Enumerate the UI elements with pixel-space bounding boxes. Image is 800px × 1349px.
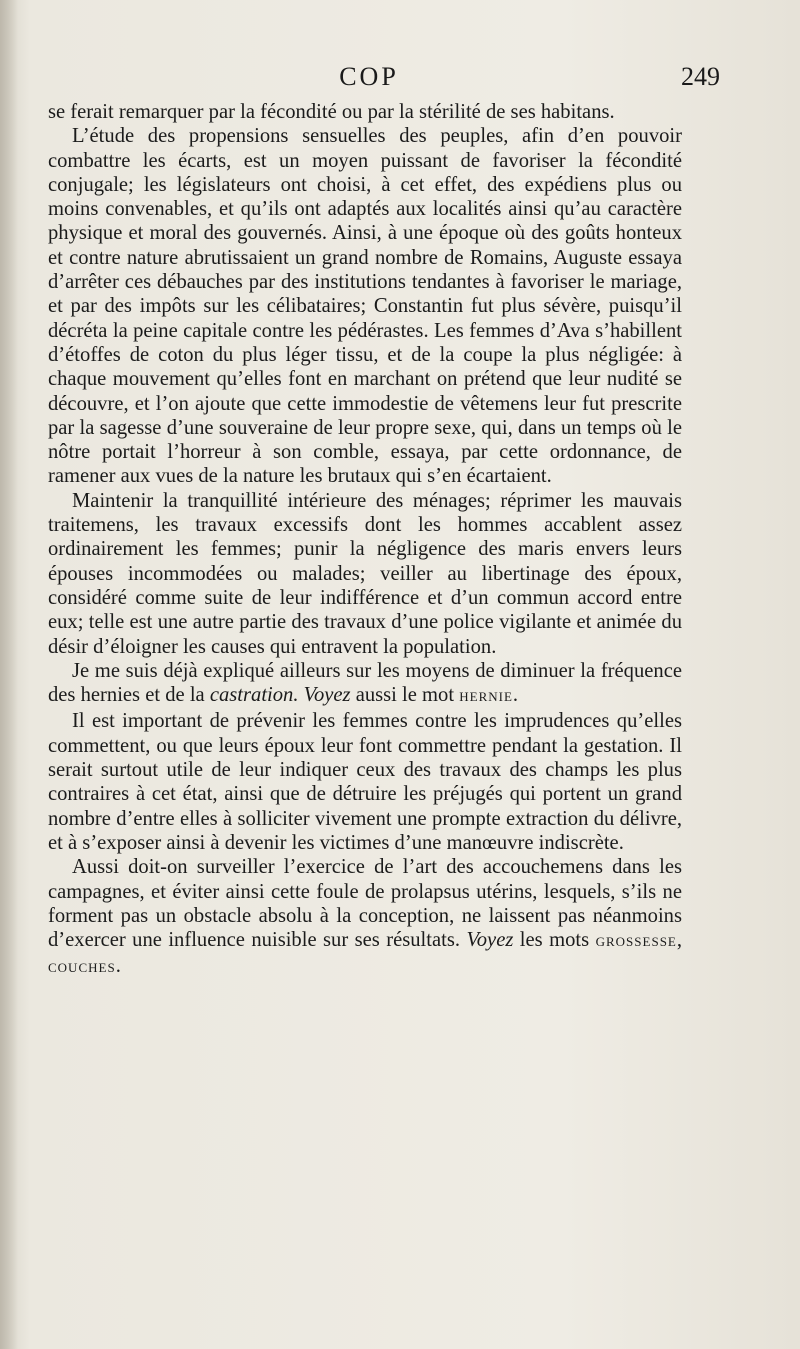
cross-reference-hernie: HERNIE bbox=[459, 689, 513, 705]
running-head: COP bbox=[339, 62, 399, 91]
body-text bbox=[48, 100, 682, 981]
paragraph-4-text-b: aussi le mot bbox=[350, 684, 460, 707]
paragraph-4-text-a: Je me suis déjà expliqué ailleurs sur les moyens de diminuer la fréquence des hernies et de la bbox=[48, 659, 682, 707]
paragraph-1: se ferait remarquer par la fécondité ou par la stérilité de ses habitans. bbox=[48, 101, 615, 123]
page-number: 249 bbox=[681, 62, 720, 91]
paragraph-4 bbox=[48, 659, 682, 710]
paragraph-6-italic: Voyez bbox=[466, 929, 514, 952]
paragraph-2: L’étude des propensions sensuelles des peuples, afin d’en pouvoir combattre les écarts, est un moyen puissant de favoriser la fécondité conjugale; les législateurs ont choisi, à cet effet, des expédiens plus ou moins convenables, et qu’ils ont adaptés aux localités ainsi qu’au caractère physique et moral des gouvernés. Ainsi, à une époque où des goûts honteux et contre nature abrutissaient un grand nombre de Romains, Auguste essaya d’arrêter ces débauches par des institutions tendantes à favoriser le mariage, et par des impôts sur les célibataires; Constantin fut plus sévère, puisqu’il décréta la peine capitale contre les pédérastes. Les femmes d’Ava s’habillent d’étoffes de coton du plus léger tissu, et de la coupe la plus négligée: à chaque mouvement qu’elles font en marchant on prétend que leur nudité se découvre, et l’on ajoute que cette immodestie de vêtemens leur fut prescrite par la sagesse d’une souveraine de leur propre sexe, qui, dans un temps où le nôtre portait l’horreur à son comble, essaya, par cette ordonnance, de ramener aux vues de la nature les brutaux qui s’en écartaient. bbox=[48, 125, 682, 488]
cross-reference-couches: COUCHES bbox=[48, 960, 116, 976]
cross-reference-grossesse: GROSSESSE bbox=[595, 934, 677, 950]
paragraph-3: Maintenir la tranquillité intérieure des ménages; réprimer les mauvais traitemens, les travaux excessifs dont les hommes accablent assez ordinairement les femmes; punir la négligence des maris envers leurs épouses incommodées ou malades; veiller au libertinage des époux, considéré comme suite de leur indifférence et d’un commun accord entre eux; telle est une autre partie des travaux d’une police vigilante et animée du désir d’éloigner les causes qui entravent la population. bbox=[48, 489, 682, 658]
paragraph-6-text-a: Aussi doit-on surveiller l’exercice de l’art des accouchemens dans les campagnes, et éviter ainsi cette foule de prolapsus utérins, lesquels, s’ils ne forment pas un obstacle absolu à la conception, ne laissent pas néanmoins d’exercer une influence nuisible sur ses résultats. bbox=[48, 856, 682, 952]
page-header bbox=[48, 62, 720, 98]
paragraph-6-separator: , bbox=[676, 929, 683, 952]
paragraph-5: Il est important de prévenir les femmes contre les imprudences qu’elles commettent, ou que leurs époux leur font commettre pendant la gestation. Il serait surtout utile de leur indiquer ceux des travaux des champs les plus contraires à cet état, ainsi que de détruire les préjugés qui portent un grand nombre d’entre elles à solliciter vivement une prompte extraction du délivre, et à s’exposer ainsi à devenir les victimes d’une manœuvre indiscrète. bbox=[48, 710, 682, 854]
paragraph-6-text-c: . bbox=[115, 955, 121, 978]
paragraph-6-text-b: les mots bbox=[513, 929, 596, 952]
paragraph-4-text-c: . bbox=[512, 684, 519, 707]
paragraph-4-italic: castration. Voyez bbox=[209, 684, 351, 707]
paragraph-6 bbox=[48, 855, 682, 980]
